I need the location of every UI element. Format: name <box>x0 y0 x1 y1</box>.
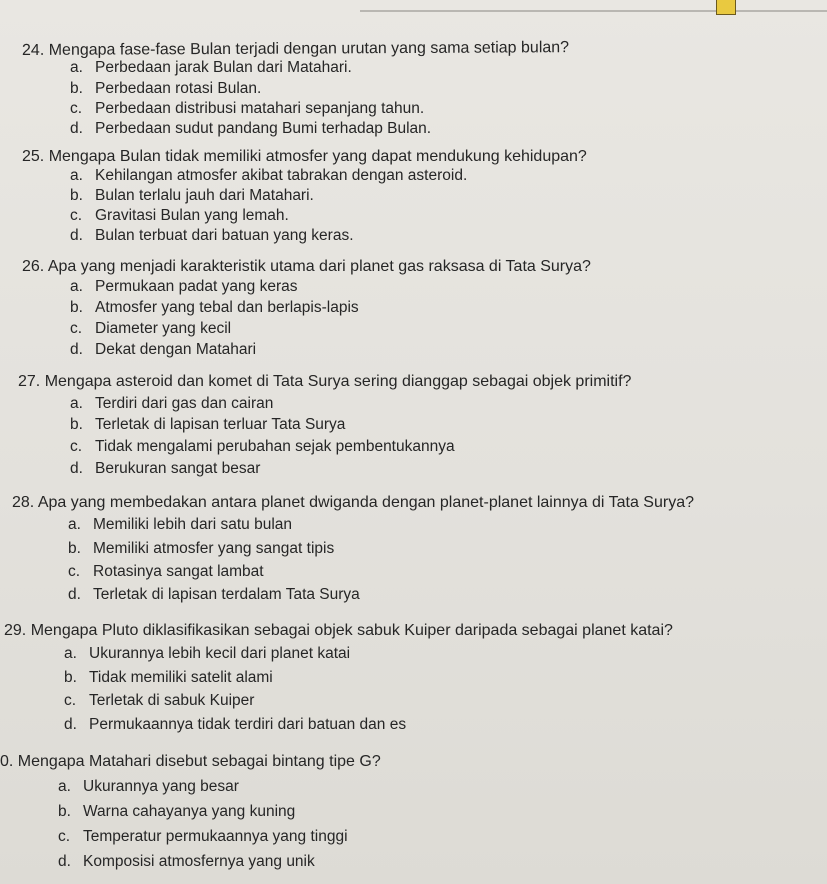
option-letter: c. <box>64 692 77 709</box>
option-b <box>70 187 314 205</box>
option-b <box>70 80 261 98</box>
option-c <box>58 828 348 846</box>
question-stem: Mengapa Pluto diklasifikasikan sebagai objek sabuk Kuiper daripada sebagai planet katai? <box>30 622 673 639</box>
option-text: Perbedaan distribusi matahari sepanjang tahun. <box>95 100 425 117</box>
option-text: Terletak di sabuk Kuiper <box>89 692 255 709</box>
option-c <box>64 692 254 710</box>
option-letter: a. <box>64 645 77 662</box>
question-number: 27. <box>18 373 41 390</box>
option-d <box>70 460 260 478</box>
option-text: Terletak di lapisan terluar Tata Surya <box>95 416 346 433</box>
option-text: Bulan terlalu jauh dari Matahari. <box>95 187 314 204</box>
option-b <box>58 803 295 821</box>
option-b <box>64 669 273 687</box>
option-text: Warna cahayanya yang kuning <box>83 803 296 820</box>
question-number: 25. <box>22 148 45 165</box>
question-text <box>22 148 587 166</box>
option-letter: b. <box>70 299 83 316</box>
option-text: Perbedaan sudut pandang Bumi terhadap Bulan. <box>95 120 432 137</box>
option-text: Terdiri dari gas dan cairan <box>95 395 274 412</box>
option-d <box>70 120 431 138</box>
option-text: Bulan terbuat dari batuan yang keras. <box>95 227 354 244</box>
option-a <box>58 778 239 796</box>
option-letter: a. <box>70 278 83 295</box>
question-stem: Apa yang membedakan antara planet dwiganda dengan planet-planet lainnya di Tata Surya? <box>37 494 694 511</box>
option-letter: a. <box>70 59 83 76</box>
option-letter: a. <box>58 778 71 795</box>
option-text: Ukurannya lebih kecil dari planet katai <box>89 645 351 662</box>
option-text: Berukuran sangat besar <box>95 460 261 477</box>
option-letter: b. <box>70 416 83 433</box>
option-text: Gravitasi Bulan yang lemah. <box>95 207 289 224</box>
option-text: Permukaan padat yang keras <box>95 278 298 295</box>
question-stem: Mengapa Bulan tidak memiliki atmosfer yang dapat mendukung kehidupan? <box>48 148 587 165</box>
option-c <box>70 207 289 225</box>
option-text: Perbedaan rotasi Bulan. <box>95 80 262 97</box>
option-letter: b. <box>70 187 83 204</box>
option-d <box>70 341 256 359</box>
option-d <box>58 853 315 871</box>
option-a <box>70 395 273 413</box>
question-number: 26. <box>22 258 45 275</box>
question-number: 29. <box>4 622 27 639</box>
option-text: Diameter yang kecil <box>95 320 232 337</box>
question-number: 28. <box>12 494 35 511</box>
option-text: Komposisi atmosfernya yang unik <box>83 853 315 870</box>
question-text <box>22 39 569 60</box>
option-a <box>70 278 297 296</box>
question-text <box>0 753 381 771</box>
question-text <box>12 494 694 512</box>
option-text: Memiliki atmosfer yang sangat tipis <box>93 540 335 557</box>
question-stem: Mengapa asteroid dan komet di Tata Surya sering dianggap sebagai objek primitif? <box>44 373 632 390</box>
question-stem: Mengapa Matahari disebut sebagai bintang tipe G? <box>17 753 381 770</box>
question-stem: Mengapa fase-fase Bulan terjadi dengan urutan yang sama setiap bulan? <box>48 39 570 59</box>
option-text: Atmosfer yang tebal dan berlapis-lapis <box>95 299 359 316</box>
option-a <box>70 167 467 185</box>
option-letter: c. <box>70 207 83 224</box>
option-text: Terletak di lapisan terdalam Tata Surya <box>93 586 360 603</box>
option-d <box>64 716 406 734</box>
option-b <box>70 416 345 434</box>
option-letter: b. <box>68 540 81 557</box>
question-number: 24. <box>21 41 45 59</box>
option-d <box>70 227 354 245</box>
option-text: Tidak mengalami perubahan sejak pembentukannya <box>95 438 455 455</box>
option-letter: d. <box>70 120 83 137</box>
option-text: Tidak memiliki satelit alami <box>89 669 273 686</box>
option-letter: c. <box>70 320 83 337</box>
option-text: Temperatur permukaannya yang tinggi <box>83 828 348 845</box>
option-letter: b. <box>64 669 77 686</box>
option-a <box>70 59 352 77</box>
option-c <box>70 100 424 118</box>
option-letter: d. <box>58 853 71 870</box>
option-c <box>70 438 455 456</box>
paper-edge-line <box>360 10 827 12</box>
option-a <box>68 516 292 534</box>
option-c <box>70 320 231 338</box>
option-letter: d. <box>70 227 83 244</box>
option-letter: d. <box>64 716 77 733</box>
question-text <box>22 258 591 276</box>
option-letter: a. <box>70 395 83 412</box>
option-letter: b. <box>58 803 71 820</box>
option-letter: b. <box>70 80 83 97</box>
option-a <box>64 645 350 663</box>
option-letter: d. <box>70 460 83 477</box>
option-letter: c. <box>58 828 71 845</box>
option-text: Permukaannya tidak terdiri dari batuan dan es <box>89 716 407 733</box>
yellow-tape-mark <box>716 0 736 15</box>
option-b <box>68 540 334 558</box>
option-letter: a. <box>68 516 81 533</box>
question-number: 0. <box>0 753 14 770</box>
option-letter: d. <box>68 586 81 603</box>
option-text: Kehilangan atmosfer akibat tabrakan dengan asteroid. <box>95 167 468 184</box>
option-text: Ukurannya yang besar <box>83 778 239 795</box>
option-d <box>68 586 360 604</box>
option-text: Perbedaan jarak Bulan dari Matahari. <box>95 59 352 76</box>
option-letter: c. <box>70 100 83 117</box>
option-b <box>70 299 359 317</box>
option-text: Memiliki lebih dari satu bulan <box>93 516 293 533</box>
option-text: Dekat dengan Matahari <box>95 341 257 358</box>
option-letter: a. <box>70 167 83 184</box>
question-text <box>4 622 673 640</box>
option-text: Rotasinya sangat lambat <box>93 563 264 580</box>
option-letter: c. <box>68 563 81 580</box>
question-text <box>18 373 631 391</box>
option-letter: d. <box>70 341 83 358</box>
option-c <box>68 563 264 581</box>
option-letter: c. <box>70 438 83 455</box>
question-stem: Apa yang menjadi karakteristik utama dari planet gas raksasa di Tata Surya? <box>47 258 591 275</box>
